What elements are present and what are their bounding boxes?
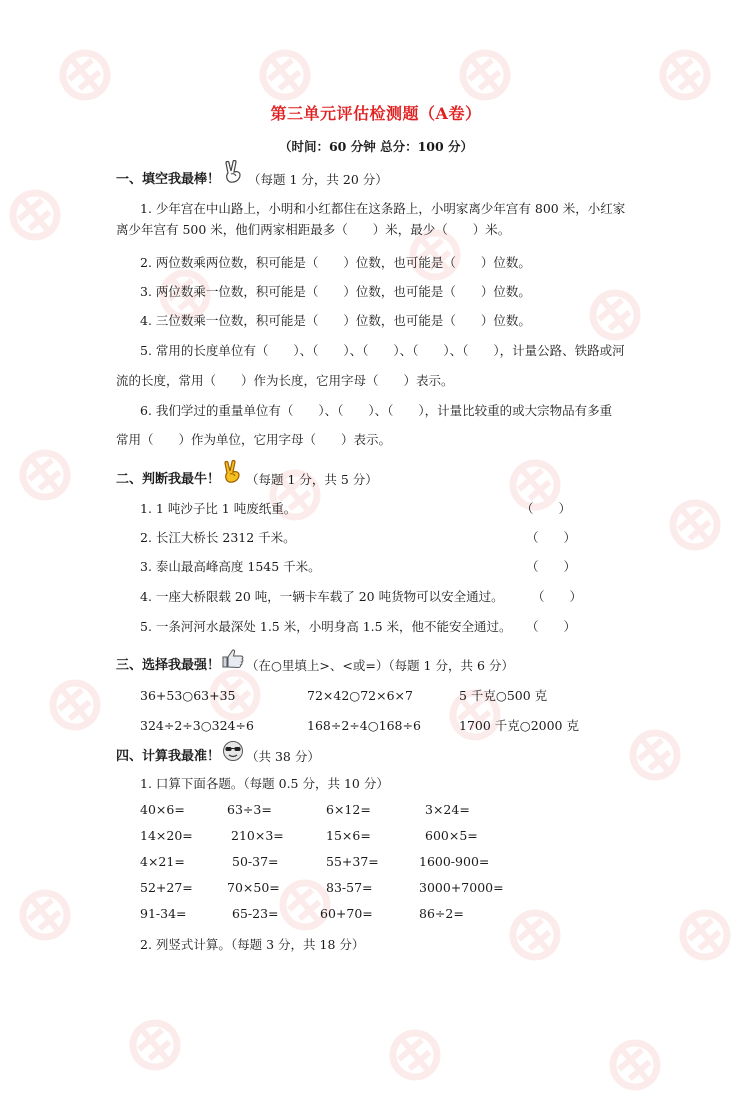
thumbs-up-icon xyxy=(221,648,245,668)
calc-4-1: 52+27= xyxy=(140,880,193,895)
watermark-logo xyxy=(580,1010,690,1120)
page-title: 第三单元评估检测题（A卷） xyxy=(270,104,482,123)
watermark-logo xyxy=(100,990,210,1100)
compare-1-2: 72×42○72×6×7 xyxy=(307,688,413,703)
watermark-logo xyxy=(640,470,750,580)
q2-5-answer: （ ） xyxy=(526,619,577,634)
q1-6-line1: 6. 我们学过的重量单位有（ ）、（ ）、（ ），计量比较重的或大宗物品有多重 xyxy=(140,403,613,418)
calc-3-2: 50-37= xyxy=(232,854,279,869)
q2-4: 4. 一座大桥限载 20 吨，一辆卡车载了 20 吨货物可以安全通过。 xyxy=(140,589,504,604)
q1-3: 3. 两位数乘一位数，积可能是（ ）位数，也可能是（ ）位数。 xyxy=(140,284,531,299)
watermark-logo xyxy=(0,420,100,530)
watermark-logo xyxy=(0,160,90,270)
calc-2-2: 210×3= xyxy=(231,828,284,843)
compare-2-1: 324÷2÷3○324÷6 xyxy=(140,718,254,733)
calc-5-3: 60+70= xyxy=(320,906,373,921)
calc-4-4: 3000+7000= xyxy=(419,880,504,895)
q2-4-answer: （ ） xyxy=(532,589,583,604)
calc-1-1: 40×6= xyxy=(140,802,185,817)
q1-1-line2: 离少年宫有 500 米，他们两家相距最多（ ）米，最少（ ）米。 xyxy=(116,222,511,237)
watermark-logo xyxy=(600,700,710,810)
calc-1-4: 3×24= xyxy=(425,802,470,817)
calc-4-2: 70×50= xyxy=(227,880,280,895)
calc-5-4: 86÷2= xyxy=(419,906,464,921)
watermark-logo xyxy=(480,880,590,990)
q2-2: 2. 长江大桥长 2312 千米。 xyxy=(140,530,296,545)
compare-1-1: 36+53○63+35 xyxy=(140,688,236,703)
q1-6-line2: 常用（ ）作为单位，它用字母（ ）表示。 xyxy=(116,432,392,447)
section-1-heading: 一、填空我最棒！ xyxy=(116,172,221,187)
section-1-note: （每题 1 分，共 20 分） xyxy=(248,172,388,187)
q4-1-instruction: 1. 口算下面各题。（每题 0.5 分，共 10 分） xyxy=(140,776,389,791)
calc-4-3: 83-57= xyxy=(326,880,373,895)
q1-5-line1: 5. 常用的长度单位有（ ）、（ ）、（ ）、（ ）、（ ），计量公路、铁路或河 xyxy=(140,343,625,358)
q1-1-line1: 1. 少年宫在中山路上，小明和小红都住在这条路上，小明家离少年宫有 800 米，小红家 xyxy=(140,201,626,216)
section-4-heading: 四、计算我最准！ xyxy=(116,749,221,764)
q1-4: 4. 三位数乘一位数，积可能是（ ）位数，也可能是（ ）位数。 xyxy=(140,313,531,328)
compare-1-3: 5 千克○500 克 xyxy=(459,688,548,703)
q2-3-answer: （ ） xyxy=(526,559,577,574)
calc-5-2: 65-23= xyxy=(232,906,279,921)
calc-3-3: 55+37= xyxy=(326,854,379,869)
victory-hand-icon xyxy=(222,460,244,484)
compare-2-2: 168÷2÷4○168÷6 xyxy=(307,718,421,733)
sunglasses-face-icon xyxy=(222,740,244,762)
section-2-heading: 二、判断我最牛！ xyxy=(116,472,221,487)
q1-2: 2. 两位数乘两位数，积可能是（ ）位数，也可能是（ ）位数。 xyxy=(140,255,531,270)
q4-2-instruction: 2. 列竖式计算。（每题 3 分，共 18 分） xyxy=(140,937,365,952)
calc-1-3: 6×12= xyxy=(326,802,371,817)
q1-5-line2: 流的长度，常用（ ）作为长度，它用字母（ ）表示。 xyxy=(116,373,454,388)
q2-5: 5. 一条河河水最深处 1.5 米，小明身高 1.5 米，他不能安全通过。 xyxy=(140,619,512,634)
q2-2-answer: （ ） xyxy=(526,530,577,545)
watermark-logo xyxy=(0,860,100,970)
calc-1-2: 63÷3= xyxy=(227,802,272,817)
calc-5-1: 91-34= xyxy=(140,906,187,921)
calc-3-1: 4×21= xyxy=(140,854,185,869)
compare-2-3: 1700 千克○2000 克 xyxy=(459,718,579,733)
q2-1-answer: （ ） xyxy=(521,501,572,516)
victory-hand-icon xyxy=(223,160,245,184)
page-subtitle: （时间：60 分钟 总分：100 分） xyxy=(278,139,474,154)
section-4-note: （共 38 分） xyxy=(246,749,320,764)
calc-3-4: 1600-900= xyxy=(419,854,490,869)
calc-2-1: 14×20= xyxy=(140,828,193,843)
watermark-logo xyxy=(480,430,590,540)
section-3-note: （在○里填上>、<或=）（每题 1 分，共 6 分） xyxy=(246,658,514,673)
watermark-logo xyxy=(360,1000,470,1110)
watermark-logo xyxy=(420,660,530,770)
watermark-logo xyxy=(650,880,752,990)
section-3-heading: 三、选择我最强！ xyxy=(116,658,221,673)
section-2-note: （每题 1 分，共 5 分） xyxy=(246,472,378,487)
watermark-logo xyxy=(20,650,130,760)
q2-1: 1. 1 吨沙子比 1 吨废纸重。 xyxy=(140,501,297,516)
q2-3: 3. 泰山最高峰高度 1545 千米。 xyxy=(140,559,321,574)
calc-2-3: 15×6= xyxy=(326,828,371,843)
calc-2-4: 600×5= xyxy=(425,828,478,843)
